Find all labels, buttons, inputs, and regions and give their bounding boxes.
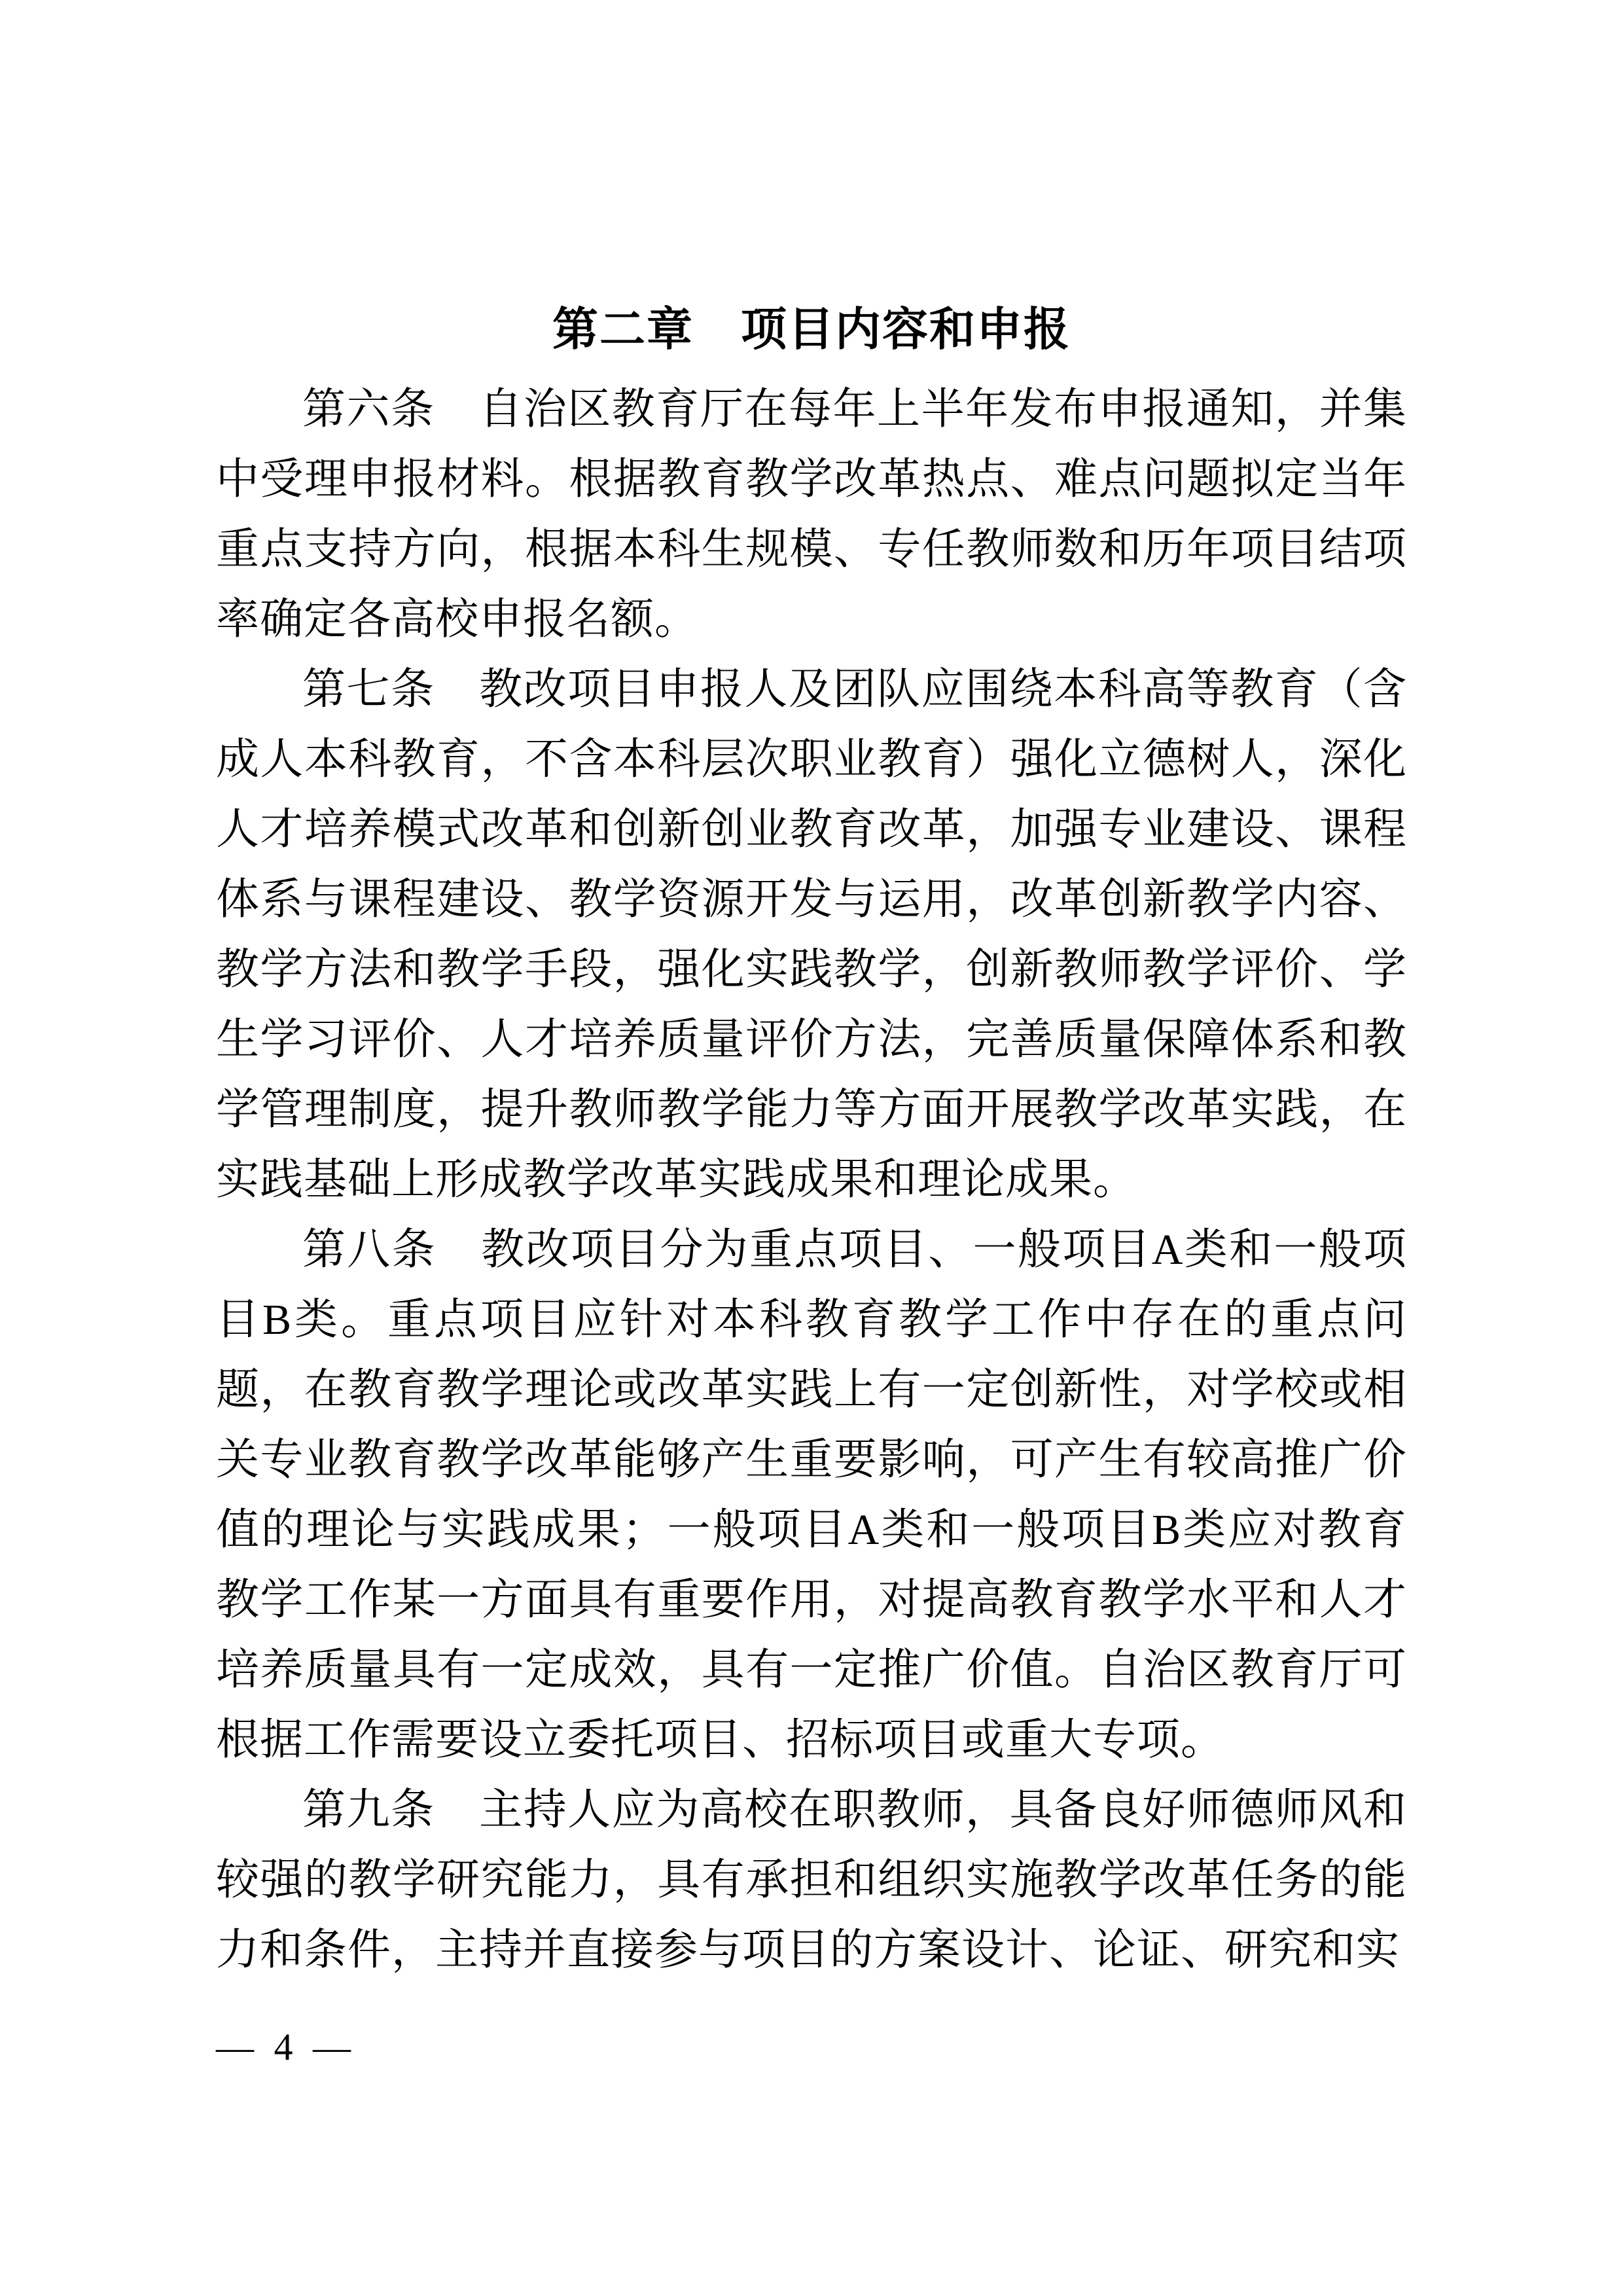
- article-paragraph-6: 第六条 自治区教育厅在每年上半年发布申报通知，并集中受理申报材料。根据教育教学改革热点、难点问题拟定当年重点支持方向，根据本科生规模、专任教师数和历年项目结项率确定各高校申报名额。: [216, 386, 1407, 643]
- article-paragraph-9: 第九条 主持人应为高校在职教师，具备良好师德师风和较强的教学研究能力，具有承担和组织实施教学改革任务的能力和条件，主持并直接参与项目的方案设计、论证、研究和实: [216, 1786, 1407, 1974]
- article-paragraph-8: 第八条 教改项目分为重点项目、一般项目A类和一般项目B类。重点项目应针对本科教育教学工作中存在的重点问题，在教育教学理论或改革实践上有一定创新性，对学校或相关专业教育教学改革能够产生重要影响，可产生有较高推广价值的理论与实践成果；一般项目A类和一般项目B类应对教育教学工作某一方面具有重要作用，对提高教育教学水平和人才培养质量具有一定成效，具有一定推广价值。自治区教育厅可根据工作需要设立委托项目、招标项目或重大专项。: [216, 1226, 1407, 1764]
- page-number: — 4 —: [216, 2026, 356, 2068]
- chapter-heading: 第二章 项目内容和申报: [552, 304, 1071, 355]
- document-content: [216, 302, 1407, 1985]
- article-paragraph-7: 第七条 教改项目申报人及团队应围绕本科高等教育（含成人本科教育，不含本科层次职业教育）强化立德树人，深化人才培养模式改革和创新创业教育改革，加强专业建设、课程体系与课程建设、教学资源开发与运用，改革创新教学内容、教学方法和教学手段，强化实践教学，创新教师教学评价、学生学习评价、人才培养质量评价方法，完善质量保障体系和教学管理制度，提升教师教学能力等方面开展教学改革实践，在实践基础上形成教学改革实践成果和理论成果。: [216, 666, 1407, 1204]
